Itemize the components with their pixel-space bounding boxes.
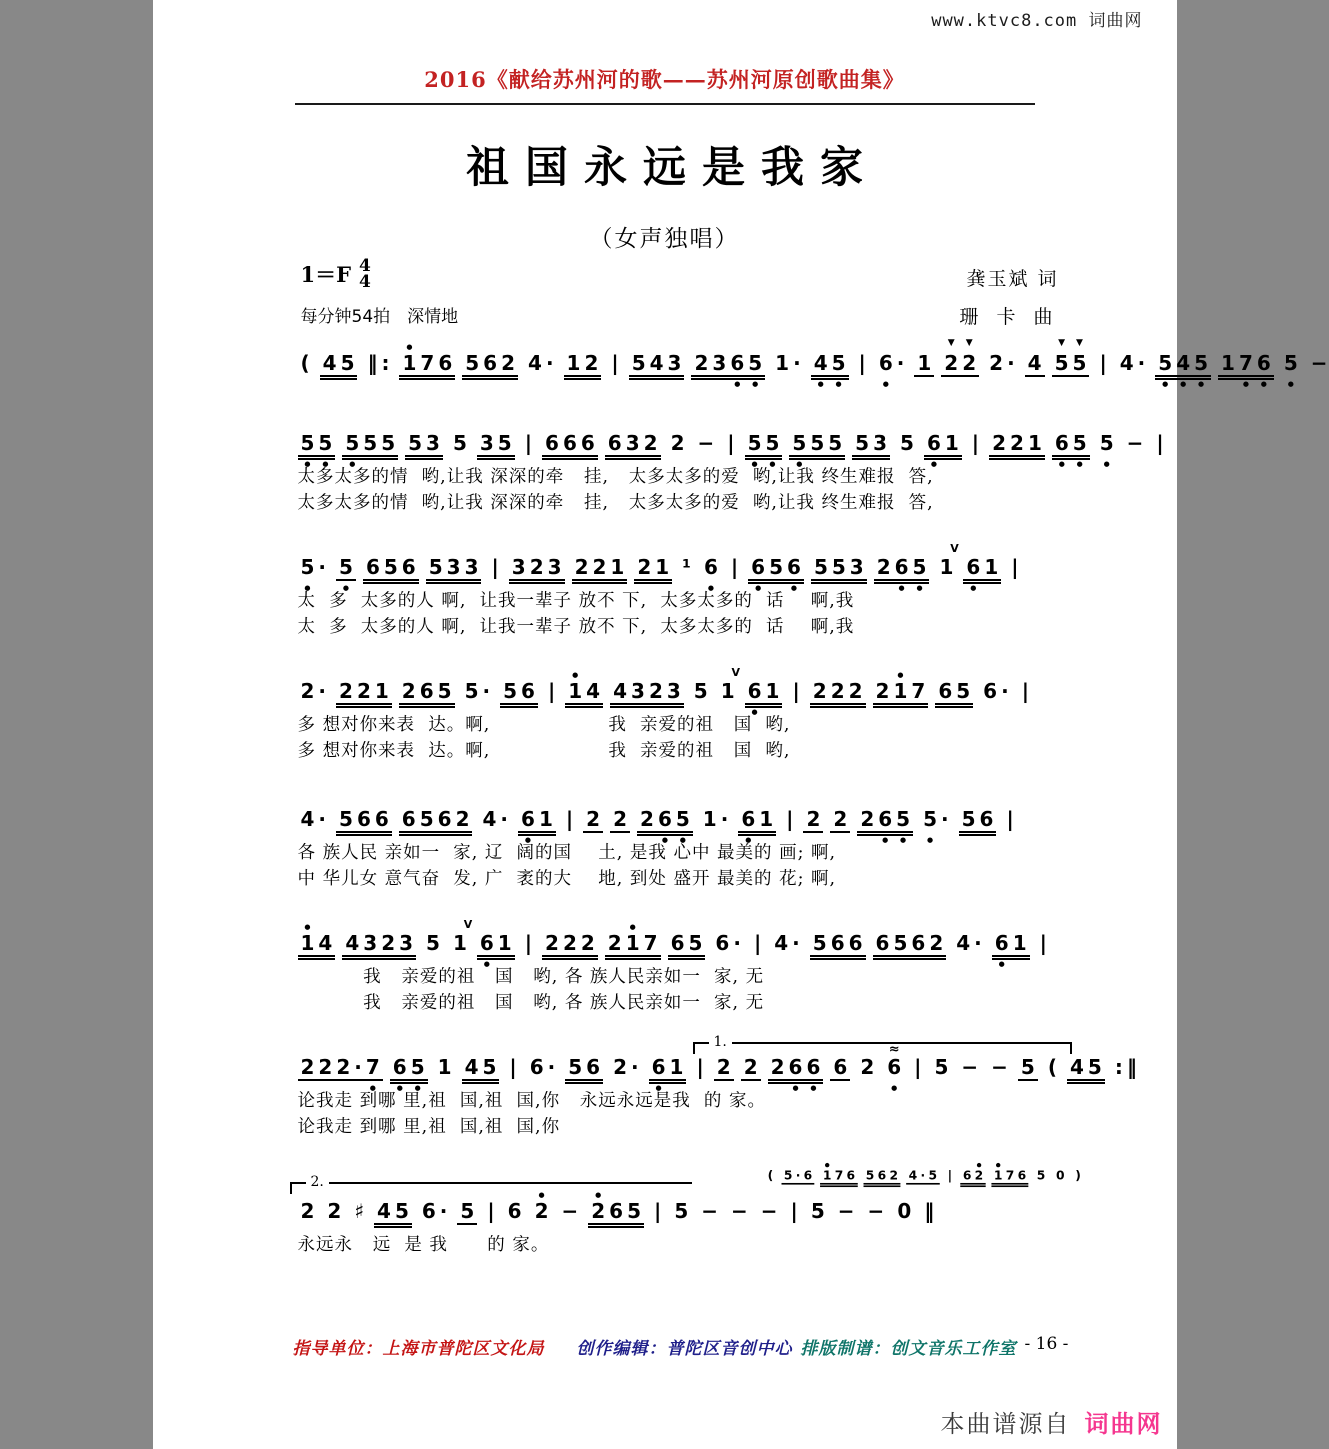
notation-line: 1 ● 4 4 3 2 3 5 1 V 6 ● 1 | 2 2 2 2 1 ● 7 6 5 6 · | 4 · 5 6 6 6 5 6 2 4 · 6 ● 1 | — [298, 916, 1078, 957]
lyrics-verse-1: 永远永 远 是 我 的 家。 — [297, 1235, 550, 1255]
lyrics-verse-1: 论我走 到哪 里,祖 国,祖 国,你 永远永远是我 的 家。 — [297, 1091, 766, 1111]
notation-line: 2 2 2 · 7 ● 6 ● 5 ● 1 4 5 | 6 · 5 6 2 · 6 ● 1 | 2 2 2 6 ● 6 ● 6 2 6 ● ≈ | 5 − − 5 ( 4 5 : ‖ — [298, 1040, 1078, 1081]
credit-supervisor: 指导单位：上海市普陀区文化局 — [292, 1339, 545, 1359]
time-signature-bottom: 4 — [359, 272, 371, 293]
notation-line: 2 2 ♯ 4 5 6 · 5 | 6 2 ● − 2 ● 6 5 | 5 − − − | 5 − − 0 ‖ — [300, 1191, 935, 1223]
music-system-4 — [298, 664, 1078, 763]
music-system-6 — [298, 916, 1078, 1015]
music-system-intro — [298, 336, 1328, 388]
notation-line: 5 ● 5 ● 5 ● 5 5 5 3 5 3 5 | 6 6 6 6 3 2 2 − | 5 ● 5 ● 5 ● 5 5 5 3 5 6 ● 1 | 2 2 1 6 ● 5 ● 5 ● − | — [298, 416, 1078, 457]
volta-label: 1. — [709, 1034, 732, 1050]
credit-editor: 创作编辑：普陀区音创中心 — [576, 1339, 793, 1359]
lyrics-verse-2: 我 亲爱的祖 国 哟, 各 族人民亲如一 家, 无 — [297, 992, 765, 1013]
song-title: 祖国永远是我家 — [466, 143, 879, 193]
source-prefix: 本曲谱源自 — [940, 1410, 1071, 1438]
lyrics-verse-2: 中 华儿女 意气奋 发, 广 袤的大 地, 到处 盛开 最美的 花; 啊, — [297, 868, 837, 889]
lyrics-verse-1: 各 族人民 亲如一 家, 辽 阔的国 土, 是我 心中 最美的 画; 啊, — [297, 843, 837, 863]
notation-line-cue: ( 5 · 6 1 ● 7 6 5 6 2 4 · 5 | 6 2 ● 1 ● 7 6 5 0 ) — [768, 1161, 1082, 1183]
song-subtitle: （女声独唱） — [589, 226, 740, 252]
lyrics-verse-1: 我 亲爱的祖 国 哟, 各 族人民亲如一 家, 无 — [297, 967, 765, 987]
lyrics-verse-1: 太 多 太多的人 啊, 让我一辈子 放不 下, 太多太多的 话 啊,我 — [297, 591, 855, 611]
lyrics-verse-2: 太 多 太多的人 啊, 让我一辈子 放不 下, 太多太多的 话 啊,我 — [297, 616, 855, 637]
lyrics-verse-2: 多 想对你来表 达。啊, 我 亲爱的祖 国 哟, — [297, 740, 791, 761]
music-system-5 — [298, 792, 1078, 891]
site-watermark: www.ktvc8.com 词曲网 — [931, 11, 1143, 31]
credit-typesetter: 排版制谱：创文音乐工作室 — [800, 1339, 1017, 1359]
sheet-music-page — [153, 0, 1328, 1449]
music-system-7 — [297, 1034, 1137, 1139]
header-divider — [295, 103, 1035, 105]
page-number: - 16 - — [1024, 1334, 1069, 1354]
source-note — [941, 1404, 1163, 1439]
key-and-time-signature — [300, 256, 371, 293]
source-site-link[interactable]: 词曲网 — [1084, 1410, 1163, 1438]
time-signature — [359, 256, 371, 293]
lyrics-verse-2: 太多太多的情 哟,让我 深深的牵 挂, 太多太多的爱 哟,让我 终生难报 答, — [297, 492, 934, 513]
volta-label: 2. — [306, 1174, 329, 1190]
series-header: 2016《献给苏州河的歌——苏州河原创歌曲集》 — [424, 67, 905, 92]
lyrics-verse-1: 太多太多的情 哟,让我 深深的牵 挂, 太多太多的爱 哟,让我 终生难报 答, — [297, 467, 934, 487]
key-signature: 1＝F — [300, 262, 352, 288]
notation-line: 5 ● · 5 ● 6 5 6 5 3 3 | 3 2 3 2 2 1 2 1 ¹ 6 ● | 6 ● 5 6 ● 5 5 3 2 6 ● 5 ● 1 V 6 ● 1 | — [300, 542, 1019, 592]
cue-notes — [766, 1160, 1090, 1185]
notation-line: 4 · 5 6 6 6 5 6 2 4 · 6 ● 1 | 2 2 2 6 ● 5 ● 1 · 6 ● 1 | 2 2 2 6 ● 5 ● 5 ● · 5 6 | — [300, 807, 1014, 844]
music-system-8 — [297, 1161, 1082, 1258]
music-system-3 — [298, 540, 1078, 639]
lyrics-verse-2: 论我走 到哪 里,祖 国,祖 国,你 — [297, 1116, 561, 1137]
music-system-2 — [297, 416, 1164, 515]
lyricist-credit: 龚玉斌 词 — [966, 268, 1059, 290]
tempo-marking: 每分钟54拍 深情地 — [300, 307, 459, 327]
time-signature-top: 4 — [359, 256, 371, 276]
notation-line: 2 · 2 2 1 2 6 5 5 · 5 6 | 1 ● 4 4 3 2 3 5 1 V 6 ● 1 | 2 2 2 2 1 ● 7 6 5 6 · | — [300, 666, 1029, 716]
composer-credit: 珊 卡 曲 — [959, 306, 1059, 328]
lyrics-verse-1: 多 想对你来表 达。啊, 我 亲爱的祖 国 哟, — [297, 715, 791, 735]
notation-line: ( 4 5 ‖ : 1 ● 7 6 5 6 2 4 · 1 2 | 5 4 3 2 3 6 ● 5 ● 1 · 4 ● 5 ● | 6 ● · 1 2 ▼ 2 ▼ 2 · 4 5 ▼ 5 ▼ | 4 · 5 ● 4 ● 5 ● 1 7 ● 6 ● 5 ● − — [300, 338, 1328, 388]
